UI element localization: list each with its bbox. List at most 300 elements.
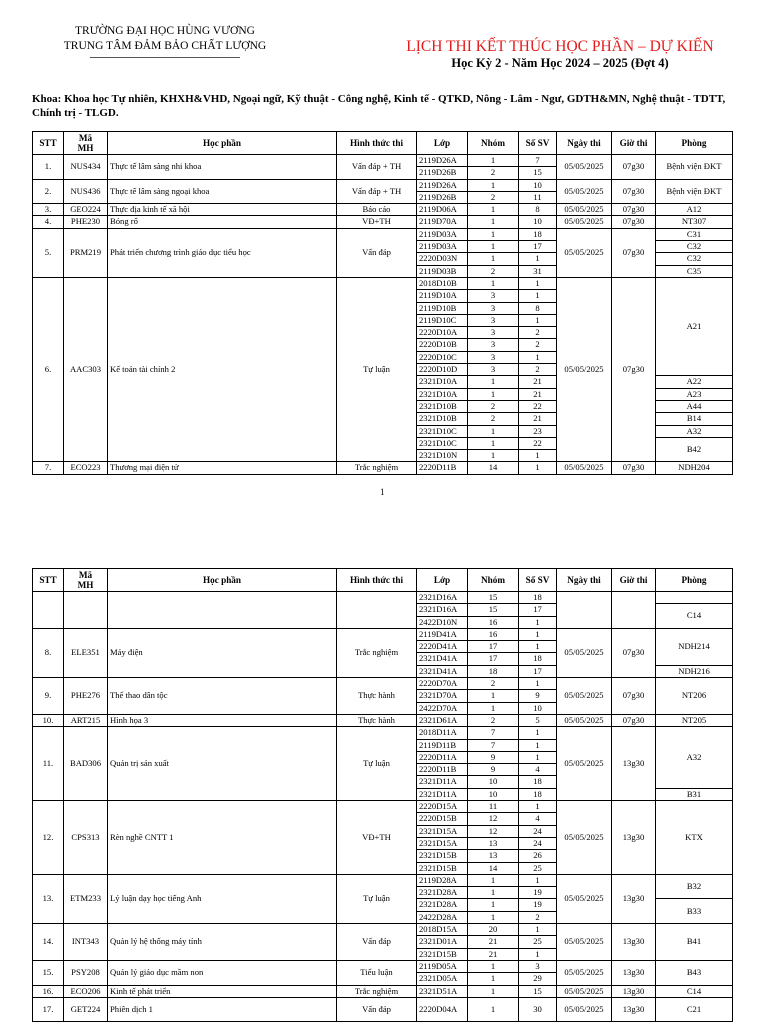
class-cell: 2220D15B	[417, 813, 468, 825]
exam-time-cell: 13g30	[612, 924, 656, 961]
group-cell: 21	[468, 936, 519, 948]
table-row	[33, 924, 733, 936]
student-count-cell: 2	[519, 339, 557, 351]
course-code-cell: ART215	[64, 714, 108, 726]
student-count-cell: 1	[519, 751, 557, 763]
course-code-cell: PRM219	[64, 228, 108, 277]
exam-time-cell: 07g30	[612, 277, 656, 461]
col-format: Hình thức thi	[337, 569, 417, 592]
exam-time-cell: 13g30	[612, 960, 656, 985]
stt-cell: 17.	[33, 997, 64, 1021]
student-count-cell: 18	[519, 228, 557, 240]
group-cell: 1	[468, 179, 519, 191]
class-cell: 2119D03A	[417, 241, 468, 253]
exam-date-cell: 05/05/2025	[557, 727, 612, 801]
room-cell: A21	[656, 277, 733, 375]
exam-time-cell: 07g30	[612, 228, 656, 277]
course-name-cell: Quản trị sản xuất	[108, 727, 337, 801]
exam-date-cell: 05/05/2025	[557, 216, 612, 228]
group-cell: 21	[468, 948, 519, 960]
student-count-cell: 1	[519, 462, 557, 474]
exam-date-cell: 05/05/2025	[557, 155, 612, 180]
course-code-cell: CPS313	[64, 801, 108, 875]
class-cell: 2119D06A	[417, 204, 468, 216]
class-cell: 2119D26B	[417, 191, 468, 203]
exam-format-cell: Vấn đáp	[337, 997, 417, 1021]
course-code-cell: PHE276	[64, 678, 108, 715]
table-row	[33, 179, 733, 191]
class-cell: 2321D10C	[417, 425, 468, 437]
col-code-line2: MH	[77, 580, 94, 590]
class-cell: 2321D10B	[417, 413, 468, 425]
room-cell: B33	[656, 899, 733, 924]
group-cell: 16	[468, 628, 519, 640]
exam-time-cell: 07g30	[612, 216, 656, 228]
class-cell: 2321D16A	[417, 604, 468, 616]
student-count-cell: 19	[519, 899, 557, 911]
exam-time-cell: 13g30	[612, 874, 656, 923]
stt-cell: 16.	[33, 985, 64, 997]
exam-schedule-table-page-1	[32, 131, 733, 475]
room-cell: A12	[656, 204, 733, 216]
group-cell: 1	[468, 690, 519, 702]
course-name-cell: Phát triển chương trình giáo dục tiểu học	[108, 228, 337, 277]
class-cell: 2220D10D	[417, 364, 468, 376]
exam-date-cell: 05/05/2025	[557, 277, 612, 461]
class-cell: 2220D10A	[417, 327, 468, 339]
class-cell: 2321D51A	[417, 985, 468, 997]
header-divider	[90, 57, 240, 58]
room-cell: A23	[656, 388, 733, 400]
class-cell: 2119D26A	[417, 179, 468, 191]
room-cell: C14	[656, 985, 733, 997]
group-cell: 9	[468, 764, 519, 776]
col-class: Lớp	[417, 132, 468, 155]
class-cell: 2119D03A	[417, 228, 468, 240]
exam-date-cell: 05/05/2025	[557, 985, 612, 997]
room-cell: NT206	[656, 678, 733, 715]
document-title: LỊCH THI KẾT THÚC HỌC PHẦN – DỰ KIẾN	[406, 38, 714, 55]
group-cell: 1	[468, 241, 519, 253]
group-cell: 9	[468, 751, 519, 763]
class-cell: 2321D28A	[417, 887, 468, 899]
col-code-line1: Mã	[78, 133, 93, 143]
group-cell: 10	[468, 788, 519, 800]
group-cell: 1	[468, 973, 519, 985]
group-cell: 3	[468, 290, 519, 302]
student-count-cell: 7	[519, 155, 557, 167]
room-cell: NT205	[656, 714, 733, 726]
course-code-cell: BAD306	[64, 727, 108, 801]
group-cell: 1	[468, 899, 519, 911]
table-row	[33, 997, 733, 1021]
course-name-cell: Thương mại điện tử	[108, 462, 337, 474]
exam-time-cell: 07g30	[612, 714, 656, 726]
student-count-cell: 1	[519, 616, 557, 628]
exam-format-cell: Trắc nghiệm	[337, 628, 417, 677]
course-name-cell: Thể thao dân tộc	[108, 678, 337, 715]
exam-date-cell: 05/05/2025	[557, 924, 612, 961]
class-cell: 2321D70A	[417, 690, 468, 702]
student-count-cell: 29	[519, 973, 557, 985]
stt-cell: 11.	[33, 727, 64, 801]
student-count-cell: 18	[519, 788, 557, 800]
student-count-cell: 19	[519, 887, 557, 899]
room-cell: A22	[656, 376, 733, 388]
student-count-cell: 22	[519, 400, 557, 412]
room-cell: C21	[656, 997, 733, 1021]
class-cell: 2321D01A	[417, 936, 468, 948]
exam-date-cell: 05/05/2025	[557, 179, 612, 204]
course-code-cell	[64, 592, 108, 629]
col-code-line1: Mã	[78, 570, 93, 580]
course-code-cell: AAC303	[64, 277, 108, 461]
room-cell: Bệnh viện ĐKT	[656, 155, 733, 180]
student-count-cell: 24	[519, 825, 557, 837]
class-cell: 2220D03N	[417, 253, 468, 265]
student-count-cell: 26	[519, 850, 557, 862]
col-time: Giờ thi	[612, 569, 656, 592]
course-name-cell	[108, 592, 337, 629]
class-cell: 2321D10N	[417, 450, 468, 462]
exam-format-cell: Vấn đáp + TH	[337, 155, 417, 180]
exam-date-cell: 05/05/2025	[557, 678, 612, 715]
room-cell: A32	[656, 425, 733, 437]
class-cell: 2220D10B	[417, 339, 468, 351]
exam-date-cell: 05/05/2025	[557, 714, 612, 726]
course-code-cell: GET224	[64, 997, 108, 1021]
course-name-cell: Máy điện	[108, 628, 337, 677]
room-cell: KTX	[656, 801, 733, 875]
class-cell: 2119D10A	[417, 290, 468, 302]
group-cell: 2	[468, 714, 519, 726]
table-row	[33, 714, 733, 726]
room-cell: A44	[656, 400, 733, 412]
col-format: Hình thức thi	[337, 132, 417, 155]
table-header-row	[33, 132, 733, 155]
group-cell: 7	[468, 739, 519, 751]
table-row	[33, 628, 733, 640]
exam-time-cell: 07g30	[612, 155, 656, 180]
class-cell: 2220D10C	[417, 351, 468, 363]
class-cell: 2321D10C	[417, 437, 468, 449]
course-name-cell: Hình họa 3	[108, 714, 337, 726]
group-cell: 10	[468, 776, 519, 788]
class-cell: 2321D28A	[417, 899, 468, 911]
course-name-cell: Lý luận dạy học tiếng Anh	[108, 874, 337, 923]
student-count-cell: 17	[519, 241, 557, 253]
room-cell: NDH214	[656, 628, 733, 665]
group-cell: 13	[468, 850, 519, 862]
student-count-cell: 1	[519, 948, 557, 960]
student-count-cell: 23	[519, 425, 557, 437]
exam-time-cell: 07g30	[612, 678, 656, 715]
class-cell: 2119D03B	[417, 265, 468, 277]
class-cell: 2321D10A	[417, 388, 468, 400]
group-cell: 16	[468, 616, 519, 628]
room-cell: NDH204	[656, 462, 733, 474]
group-cell: 3	[468, 314, 519, 326]
class-cell: 2422D10N	[417, 616, 468, 628]
document-subtitle: Học Kỳ 2 - Năm Học 2024 – 2025 (Đợt 4)	[451, 56, 669, 70]
student-count-cell: 18	[519, 776, 557, 788]
course-code-cell: INT343	[64, 924, 108, 961]
student-count-cell: 4	[519, 813, 557, 825]
table-body-page-2	[33, 592, 733, 1022]
class-cell: 2220D70A	[417, 678, 468, 690]
class-cell: 2321D16A	[417, 592, 468, 604]
stt-cell	[33, 592, 64, 629]
student-count-cell: 21	[519, 413, 557, 425]
group-cell: 12	[468, 825, 519, 837]
class-cell: 2321D15B	[417, 862, 468, 874]
student-count-cell: 1	[519, 314, 557, 326]
group-cell: 1	[468, 450, 519, 462]
course-code-cell: PHE230	[64, 216, 108, 228]
student-count-cell: 1	[519, 801, 557, 813]
table-row	[33, 228, 733, 240]
course-name-cell: Bóng rổ	[108, 216, 337, 228]
course-name-cell: Kinh tế phát triển	[108, 985, 337, 997]
student-count-cell: 9	[519, 690, 557, 702]
col-date: Ngày thi	[557, 569, 612, 592]
group-cell: 1	[468, 997, 519, 1021]
class-cell: 2321D15B	[417, 948, 468, 960]
student-count-cell: 8	[519, 302, 557, 314]
exam-time-cell: 13g30	[612, 801, 656, 875]
stt-cell: 10.	[33, 714, 64, 726]
group-cell: 3	[468, 351, 519, 363]
group-cell: 2	[468, 413, 519, 425]
stt-cell: 2.	[33, 179, 64, 204]
group-cell: 2	[468, 678, 519, 690]
class-cell: 2119D26A	[417, 155, 468, 167]
course-name-cell: Thực địa kinh tế xã hội	[108, 204, 337, 216]
stt-cell: 3.	[33, 204, 64, 216]
student-count-cell: 22	[519, 437, 557, 449]
col-stt: STT	[33, 569, 64, 592]
exam-format-cell: VĐ+TH	[337, 801, 417, 875]
student-count-cell: 15	[519, 985, 557, 997]
class-cell: 2220D11B	[417, 462, 468, 474]
group-cell: 15	[468, 592, 519, 604]
group-cell: 1	[468, 204, 519, 216]
group-cell: 1	[468, 388, 519, 400]
room-cell: Bệnh viện ĐKT	[656, 179, 733, 204]
exam-schedule-table-page-2	[32, 568, 733, 1022]
col-group: Nhóm	[468, 132, 519, 155]
class-cell: 2321D15A	[417, 825, 468, 837]
stt-cell: 13.	[33, 874, 64, 923]
col-room: Phòng	[656, 132, 733, 155]
col-code	[64, 132, 108, 155]
stt-cell: 7.	[33, 462, 64, 474]
student-count-cell: 1	[519, 351, 557, 363]
room-cell: B41	[656, 924, 733, 961]
group-cell: 1	[468, 911, 519, 923]
group-cell: 2	[468, 265, 519, 277]
course-code-cell: NUS436	[64, 179, 108, 204]
group-cell: 1	[468, 228, 519, 240]
group-cell: 1	[468, 376, 519, 388]
center-name: TRUNG TÂM ĐẢM BẢO CHẤT LƯỢNG	[63, 40, 267, 52]
room-cell: C32	[656, 253, 733, 265]
col-group: Nhóm	[468, 569, 519, 592]
group-cell: 3	[468, 339, 519, 351]
student-count-cell: 2	[519, 364, 557, 376]
class-cell: 2321D15A	[417, 837, 468, 849]
class-cell: 2321D61A	[417, 714, 468, 726]
student-count-cell: 2	[519, 911, 557, 923]
student-count-cell: 18	[519, 592, 557, 604]
col-stt: STT	[33, 132, 64, 155]
table-row	[33, 277, 733, 289]
room-cell: B31	[656, 788, 733, 800]
table-row	[33, 216, 733, 228]
exam-time-cell: 13g30	[612, 727, 656, 801]
exam-format-cell: Vấn đáp	[337, 924, 417, 961]
room-cell: B43	[656, 960, 733, 985]
exam-date-cell: 05/05/2025	[557, 960, 612, 985]
group-cell: 2	[468, 167, 519, 179]
student-count-cell: 25	[519, 936, 557, 948]
course-name-cell: Kế toán tài chính 2	[108, 277, 337, 461]
student-count-cell: 18	[519, 653, 557, 665]
student-count-cell: 1	[519, 924, 557, 936]
class-cell: 2018D15A	[417, 924, 468, 936]
stt-cell: 15.	[33, 960, 64, 985]
class-cell: 2321D05A	[417, 973, 468, 985]
course-code-cell: ETM233	[64, 874, 108, 923]
course-name-cell: Thực tế lâm sàng nhi khoa	[108, 155, 337, 180]
class-cell: 2321D41A	[417, 653, 468, 665]
faculty-list: Khoa: Khoa học Tự nhiên, KHXH&VHD, Ngoại ngữ, Kỹ thuật - Công nghệ, Kinh tế - QTKD, Nông - Lâm - Ngư, GDTH&MN, Nghệ thuật - TDTT, Chính trị - TLGD.	[32, 93, 726, 119]
student-count-cell: 11	[519, 191, 557, 203]
student-count-cell: 1	[519, 727, 557, 739]
student-count-cell: 1	[519, 628, 557, 640]
group-cell: 1	[468, 277, 519, 289]
group-cell: 1	[468, 253, 519, 265]
class-cell: 2321D15B	[417, 850, 468, 862]
group-cell: 17	[468, 653, 519, 665]
group-cell: 3	[468, 327, 519, 339]
class-cell: 2321D10B	[417, 400, 468, 412]
class-cell: 2220D41A	[417, 641, 468, 653]
table-row	[33, 727, 733, 739]
student-count-cell: 1	[519, 739, 557, 751]
student-count-cell: 1	[519, 290, 557, 302]
exam-date-cell: 05/05/2025	[557, 874, 612, 923]
col-code-line2: MH	[77, 143, 94, 153]
class-cell: 2220D11B	[417, 764, 468, 776]
group-cell: 18	[468, 665, 519, 677]
group-cell: 15	[468, 604, 519, 616]
group-cell: 7	[468, 727, 519, 739]
exam-format-cell	[337, 592, 417, 629]
student-count-cell: 10	[519, 702, 557, 714]
room-cell: C31	[656, 228, 733, 240]
student-count-cell: 8	[519, 204, 557, 216]
group-cell: 3	[468, 302, 519, 314]
exam-format-cell: Thực hành	[337, 678, 417, 715]
exam-date-cell: 05/05/2025	[557, 997, 612, 1021]
exam-format-cell: Tiểu luận	[337, 960, 417, 985]
group-cell: 3	[468, 364, 519, 376]
student-count-cell: 5	[519, 714, 557, 726]
course-name-cell: Phiên dịch 1	[108, 997, 337, 1021]
room-cell: C35	[656, 265, 733, 277]
col-count: Số SV	[519, 569, 557, 592]
student-count-cell: 17	[519, 604, 557, 616]
class-cell: 2422D70A	[417, 702, 468, 714]
class-cell: 2220D04A	[417, 997, 468, 1021]
group-cell: 17	[468, 641, 519, 653]
exam-format-cell: Tự luận	[337, 277, 417, 461]
group-cell: 13	[468, 837, 519, 849]
course-name-cell: Thực tế lâm sàng ngoại khoa	[108, 179, 337, 204]
course-code-cell: ECO223	[64, 462, 108, 474]
class-cell: 2321D11A	[417, 788, 468, 800]
table-row	[33, 462, 733, 474]
group-cell: 1	[468, 216, 519, 228]
room-cell: B42	[656, 437, 733, 462]
course-code-cell: GEO224	[64, 204, 108, 216]
group-cell: 12	[468, 813, 519, 825]
course-code-cell: PSY208	[64, 960, 108, 985]
exam-date-cell: 05/05/2025	[557, 628, 612, 677]
exam-date-cell: 05/05/2025	[557, 228, 612, 277]
table-row	[33, 592, 733, 604]
student-count-cell: 10	[519, 216, 557, 228]
room-cell: C32	[656, 241, 733, 253]
room-cell: C14	[656, 604, 733, 629]
class-cell: 2321D41A	[417, 665, 468, 677]
student-count-cell: 1	[519, 450, 557, 462]
exam-format-cell: Vấn đáp + TH	[337, 179, 417, 204]
group-cell: 1	[468, 702, 519, 714]
room-cell: A32	[656, 727, 733, 788]
group-cell: 1	[468, 960, 519, 972]
group-cell: 1	[468, 437, 519, 449]
course-code-cell: ELE351	[64, 628, 108, 677]
col-course: Học phần	[108, 132, 337, 155]
col-time: Giờ thi	[612, 132, 656, 155]
group-cell: 14	[468, 462, 519, 474]
room-cell: NDH216	[656, 665, 733, 677]
student-count-cell: 1	[519, 678, 557, 690]
group-cell: 20	[468, 924, 519, 936]
exam-format-cell: VĐ+TH	[337, 216, 417, 228]
exam-format-cell: Tự luận	[337, 874, 417, 923]
student-count-cell: 21	[519, 388, 557, 400]
class-cell: 2119D26B	[417, 167, 468, 179]
stt-cell: 8.	[33, 628, 64, 677]
exam-date-cell	[557, 592, 612, 629]
table-row	[33, 155, 733, 167]
student-count-cell: 24	[519, 837, 557, 849]
exam-date-cell: 05/05/2025	[557, 462, 612, 474]
exam-time-cell: 07g30	[612, 179, 656, 204]
class-cell: 2119D28A	[417, 874, 468, 886]
student-count-cell: 1	[519, 253, 557, 265]
document-heading	[380, 38, 740, 71]
stt-cell: 5.	[33, 228, 64, 277]
exam-format-cell: Vấn đáp	[337, 228, 417, 277]
exam-time-cell	[612, 592, 656, 629]
course-name-cell: Rèn nghề CNTT 1	[108, 801, 337, 875]
student-count-cell: 2	[519, 327, 557, 339]
col-class: Lớp	[417, 569, 468, 592]
